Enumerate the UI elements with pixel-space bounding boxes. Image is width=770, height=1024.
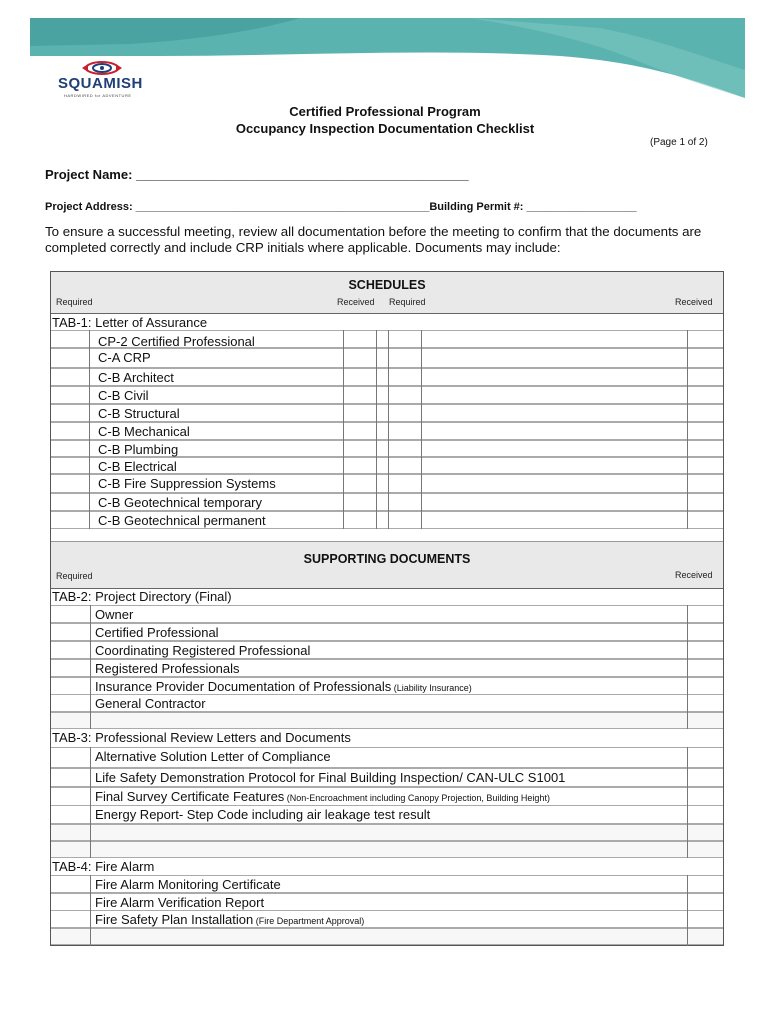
- table-row: [51, 422, 723, 440]
- divider: [376, 330, 377, 529]
- table-row: [51, 712, 723, 729]
- table-row: [51, 659, 723, 677]
- table-row: [51, 605, 723, 623]
- document-item-text: General Contractor: [95, 696, 206, 711]
- table-row: [51, 404, 723, 422]
- col-required-2: Required: [389, 297, 426, 307]
- document-item-label: [95, 661, 240, 676]
- schedule-item-label: C-B Electrical: [98, 459, 177, 474]
- table-row: [51, 330, 723, 348]
- page-number: (Page 1 of 2): [650, 137, 708, 148]
- schedule-item-label: C-A CRP: [98, 350, 151, 365]
- document-item-label: [95, 770, 565, 785]
- document-item-text: Alternative Solution Letter of Compliance: [95, 749, 331, 764]
- spacer-row: [51, 529, 723, 542]
- col-received-supporting: Received: [675, 570, 713, 580]
- document-item-text: Fire Safety Plan Installation: [95, 912, 254, 927]
- table-row: [51, 368, 723, 386]
- table-row: [51, 623, 723, 641]
- logo-tagline: HARDWIRED for ADVENTURE: [64, 93, 132, 98]
- document-item-label: [95, 789, 550, 804]
- document-item-label: [95, 895, 264, 910]
- intro-paragraph: To ensure a successful meeting, review all documentation before the meeting to confirm that the documents are completed correctly and include CRP initials where applicable. Documents may include:: [45, 224, 702, 255]
- document-item-text: Insurance Provider Documentation of Professionals: [95, 679, 392, 694]
- schedule-item-label: C-B Geotechnical temporary: [98, 495, 263, 510]
- table-row: [51, 893, 723, 911]
- tab-heading: TAB-3: Professional Review Letters and Documents: [52, 730, 351, 745]
- document-item-text: Registered Professionals: [95, 661, 240, 676]
- table-row: [51, 493, 723, 511]
- divider: [687, 875, 688, 946]
- divider: [687, 605, 688, 729]
- schedule-item-label: C-B Civil: [98, 388, 149, 403]
- table-row: [51, 910, 723, 928]
- table-row: [51, 348, 723, 368]
- divider: [687, 330, 688, 529]
- document-item-label: [95, 877, 281, 892]
- checklist-title: Occupancy Inspection Documentation Checklist: [235, 121, 535, 136]
- table-row: [51, 824, 723, 841]
- document-item-label: [95, 643, 310, 658]
- document-item-label: [95, 749, 331, 764]
- table-row: [51, 875, 723, 893]
- checklist-table: [50, 271, 724, 946]
- project-name-field[interactable]: Project Name: ______________________________________________: [45, 167, 469, 182]
- document-item-text: Life Safety Demonstration Protocol for Final Building Inspection/ CAN-ULC S1001: [95, 770, 566, 785]
- table-row: [51, 511, 723, 529]
- document-item-text: Final Survey Certificate Features: [95, 789, 285, 804]
- table-row: [51, 694, 723, 712]
- tab-heading: TAB-2: Project Directory (Final): [52, 589, 232, 604]
- document-item-note: (Non-Encroachment including Canopy Projection, Building Height): [284, 793, 550, 803]
- col-received: Received: [337, 297, 375, 307]
- document-item-note: (Liability Insurance): [391, 683, 472, 693]
- schedule-item-label: C-B Plumbing: [98, 442, 179, 457]
- document-item-label: [95, 807, 430, 822]
- table-row: [51, 474, 723, 493]
- document-item-label: [95, 679, 472, 694]
- supporting-title: SUPPORTING DOCUMENTS: [303, 552, 471, 566]
- table-row: [51, 747, 723, 768]
- table-row: [51, 787, 723, 806]
- document-item-text: Coordinating Registered Professional: [95, 643, 311, 658]
- divider: [388, 330, 389, 529]
- schedule-item-label: C-B Architect: [98, 370, 174, 385]
- tab-heading: TAB-4: Fire Alarm: [52, 859, 155, 874]
- table-row: [51, 768, 723, 787]
- divider: [90, 747, 91, 858]
- table-row: [51, 457, 723, 474]
- document-item-text: Fire Alarm Verification Report: [95, 895, 265, 910]
- schedule-item-label: C-B Structural: [98, 406, 180, 421]
- document-item-text: Energy Report- Step Code including air leakage test result: [95, 807, 431, 822]
- document-item-label: [95, 912, 364, 927]
- document-item-label: [95, 696, 206, 711]
- table-row: [51, 641, 723, 659]
- table-row: [51, 677, 723, 695]
- document-item-note: (Fire Department Approval): [253, 916, 365, 926]
- col-required-supporting: Required: [56, 571, 93, 581]
- divider: [421, 330, 422, 529]
- schedule-item-label: CP-2 Certified Professional: [98, 334, 255, 349]
- schedule-item-label: C-B Geotechnical permanent: [98, 513, 266, 528]
- table-row: [51, 841, 723, 858]
- table-row: [51, 805, 723, 824]
- table-row: [51, 440, 723, 457]
- document-item-text: Fire Alarm Monitoring Certificate: [95, 877, 281, 892]
- document-item-text: Owner: [95, 607, 134, 622]
- col-required: Required: [56, 297, 93, 307]
- divider: [89, 330, 90, 529]
- tab-1-heading: TAB-1: Letter of Assurance: [52, 315, 208, 330]
- table-row: [51, 386, 723, 404]
- col-received-2: Received: [675, 297, 713, 307]
- document-item-label: [95, 625, 219, 640]
- divider: [687, 747, 688, 858]
- divider: [90, 875, 91, 946]
- schedules-title: SCHEDULES: [348, 278, 426, 292]
- schedule-item-label: C-B Mechanical: [98, 424, 190, 439]
- project-address-field[interactable]: Project Address: ________________________________________________Building Permit #: __________________: [45, 201, 637, 213]
- logo-text: SQUAMISH: [58, 75, 143, 92]
- document-item-text: Certified Professional: [95, 625, 219, 640]
- divider: [343, 330, 344, 529]
- document-item-label: [95, 607, 133, 622]
- divider: [90, 605, 91, 729]
- schedule-item-label: C-B Fire Suppression Systems: [98, 476, 276, 491]
- table-row: [51, 928, 723, 945]
- program-title: Certified Professional Program: [289, 104, 481, 119]
